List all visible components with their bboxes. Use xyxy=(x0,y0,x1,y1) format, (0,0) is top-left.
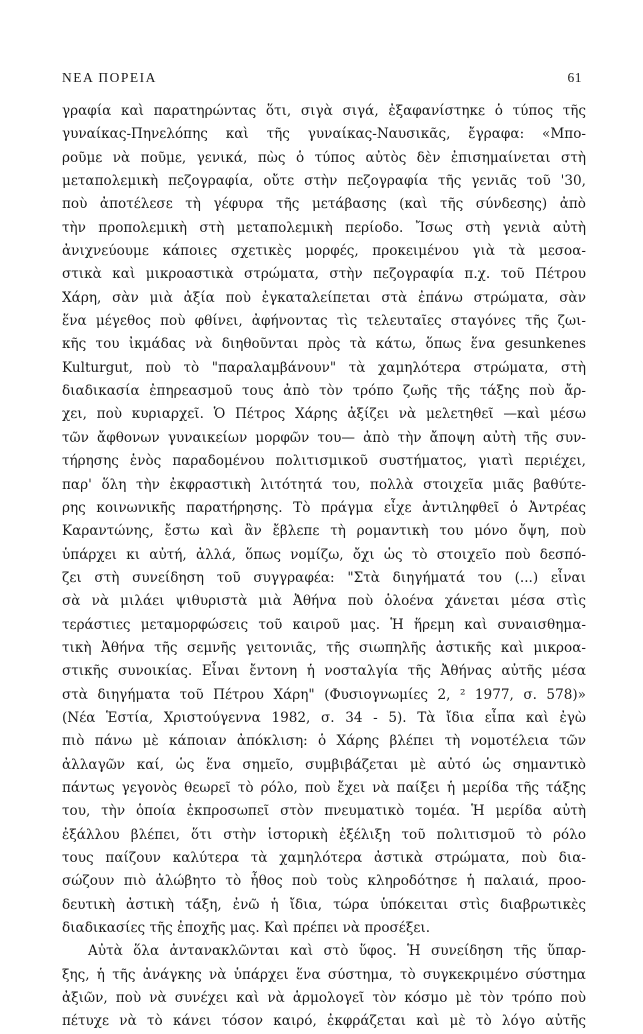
text-line: (Νέα Ἑστία, Χριστούγεννα 1982, σ. 34 - 5). Τὰ ἴδια εἶπα καὶ ἐγὼ xyxy=(62,709,586,726)
text-line: ροῦμε νὰ ποῦμε, γενικά, πὼς ὁ τύπος αὐτὸς δὲν ἐπισημαίνεται στὴ xyxy=(62,149,586,166)
text-line: παρ' ὅλη τὴν ἐκφραστικὴ λιτότητά του, πολλὰ στοιχεῖα μιᾶς βαθύτε- xyxy=(62,476,586,493)
text-line: πιὸ πάνω μὲ κάποιαν ἀπόκλιση: ὁ Χάρης βλέπει τὴ νομοτέλεια τῶν xyxy=(62,733,586,750)
text-line: ἐξάλλου βλέπει, ὅτι στὴν ἱστορικὴ ἐξέλιξη τοῦ πολιτισμοῦ τὸ ρόλο xyxy=(62,826,586,843)
page-header xyxy=(62,70,586,92)
text-line: Καραντώνης, ἔστω καὶ ἂν ἔβλεπε τὴ ρομαντικὴ του μόνο ὄψη, ποὺ xyxy=(62,523,586,540)
text-line: γυναίκας-Πηνελόπης καὶ τῆς γυναίκας-Ναυσικᾶς, ἔγραφα: «Μπο- xyxy=(62,126,586,143)
text-line: τεράστιες μεταμορφώσεις τοῦ καιροῦ μας. Ἡ ἥρεμη καὶ συναισθημα- xyxy=(62,616,586,633)
text-line: ξης, ἡ τῆς ἀνάγκης νὰ ὑπάρχει ἕνα σύστημα, τὸ συγκεκριμένο σύστημα xyxy=(62,966,586,983)
text-line: στικῆς συνοικίας. Εἶναι ἔντονη ἡ νοσταλγία τῆς Ἀθήνας αὐτῆς μέσα xyxy=(62,663,586,680)
text-line: ποὺ ἀποτέλεσε τὴ γέφυρα τῆς μετάβασης (καὶ τῆς σύνδεσης) ἀπὸ xyxy=(62,196,586,213)
text-line: πάντως γεγονὸς θεωρεῖ τὸ ρόλο, ποὺ ἔχει νὰ παίξει ἡ μερίδα τῆς τάξης xyxy=(62,779,586,796)
text-line: τικὴ Ἀθήνα τῆς σεμνῆς γειτονιᾶς, τῆς σιωπηλῆς ἀστικῆς καὶ μικροα- xyxy=(62,639,586,656)
text-line: μεταπολεμικὴ πεζογραφία, οὔτε στὴν πεζογραφία τῆς γενιᾶς τοῦ '30, xyxy=(62,173,586,190)
text-line: ἀλλαγῶν καί, ὡς ἕνα σημεῖο, συμβιβάζεται μὲ αὐτό ὡς σημαντικὸ xyxy=(62,756,586,773)
text-line: Χάρη, σὰν μιὰ ἀξία ποὺ ἐγκαταλείπεται στὰ ἐπάνω στρώματα, σὰν xyxy=(62,289,586,306)
text-line: ἀξιῶν, ποὺ νὰ συνέχει καὶ νὰ ἁρμολογεῖ τὸν κόσμο μὲ τὸν τρόπο ποὺ xyxy=(62,990,586,1007)
running-title: ΝΕΑ ΠΟΡΕΙΑ xyxy=(62,70,157,85)
paragraph-start-line: Αὐτὰ ὅλα ἀντανακλῶνται καὶ στὸ ὕφος. Ἡ συνείδηση τῆς ὕπαρ- xyxy=(88,943,586,960)
text-line: σὰ νὰ μιλάει ψιθυριστὰ μιὰ Ἀθήνα ποὺ ὁλοένα χάνεται μέσα στὶς xyxy=(62,593,586,610)
text-line: διαδικασία ἐπηρεασμοῦ τους ἀπὸ τὸν τρόπο ζωῆς τῆς τάξης ποὺ ἄρ- xyxy=(62,383,586,400)
text-line: χει, ποὺ κυριαρχεῖ. Ὁ Πέτρος Χάρης ἀξίζει νὰ μελετηθεῖ —καὶ μέσω xyxy=(62,406,586,423)
text-line: ρης κοινωνικῆς παρατήρησης. Τὸ πράγμα εἶχε ἀντιληφθεῖ ὁ Ἀντρέας xyxy=(62,499,586,516)
body-text xyxy=(62,100,586,1034)
text-line: Kulturgut, ποὺ τὸ "παραλαμβάνουν" τὰ χαμηλότερα στρώματα, στὴ xyxy=(62,359,586,376)
text-line: πέτυχε νὰ τὸ κάνει τόσον καιρό, ἐκφράζεται καὶ μὲ τὸ λόγο αὐτῆς xyxy=(62,1013,586,1030)
text-line: ζει στὴ συνείδηση τοῦ συγγραφέα: "Στὰ διηγήματά του (...) εἶναι xyxy=(62,569,586,586)
text-line: κῆς του ἰκμάδας νὰ διηθοῦνται πρὸς τὰ κάτω, ὅπως ἕνα gesunkenes xyxy=(62,336,586,353)
text-line: στὰ διηγήματα τοῦ Πέτρου Χάρη" (Φυσιογνωμίες 2, ² 1977, σ. 578)» xyxy=(62,686,586,703)
text-line: τῶν ἄφθονων γυναικείων μορφῶν του— ἀπὸ τὴν ἄποψη αὐτὴ τῆς συν- xyxy=(62,429,586,446)
page-number: 61 xyxy=(567,70,582,85)
text-line: στικὰ καὶ μικροαστικὰ στρώματα, στὴν πεζογραφία π.χ. τοῦ Πέτρου xyxy=(62,266,586,283)
text-line: ὑπάρχει κι αὐτή, ἀλλά, ὅπως νομίζω, ὄχι ὡς τὸ στοιχεῖο ποὺ δεσπό- xyxy=(62,546,586,563)
text-line: γραφία καὶ παρατηρώντας ὅτι, σιγὰ σιγά, ἐξαφανίστηκε ὁ τύπος τῆς xyxy=(62,103,586,119)
text-line: ἕνα μέγεθος ποὺ φθίνει, ἀφήνοντας τὶς τελευταῖες σταγόνες τῆς ζωι- xyxy=(62,313,586,330)
text-line: τους παίζουν καλύτερα τὰ χαμηλότερα ἀστικὰ στρώματα, ποὺ δια- xyxy=(62,850,586,866)
paragraph-end-line: διαδικασίες τῆς ἐποχῆς μας. Καὶ πρέπει νὰ προσέξει. xyxy=(62,920,431,937)
text-line: τήρησης ἑνὸς παραδομένου πολιτισμικοῦ συστήματος, γιατὶ περιέχει, xyxy=(62,453,586,470)
text-line: δευτικὴ ἀστικὴ τάξη, ἐνῶ ἡ ἴδια, τώρα ὑπόκειται στὶς διαβρωτικὲς xyxy=(62,896,586,913)
text-line: ἀνιχνεύουμε κάποιες σχετικὲς μορφές, προκειμένου γιὰ τὰ μεσοα- xyxy=(62,243,586,260)
text-line: τὴν προπολεμικὴ στὴ μεταπολεμικὴ περίοδο. Ἴσως στὴ γενιὰ αὐτὴ xyxy=(62,219,586,236)
page xyxy=(62,70,586,1030)
text-line: σώζουν πιὸ ἀλώβητο τὸ ἦθος ποὺ τοὺς κληροδότησε ἡ παλαιά, προο- xyxy=(62,873,586,890)
text-line: του, τὴν ὁποία ἐκπροσωπεῖ στὸν πνευματικὸ τομέα. Ἡ μερίδα αὐτὴ xyxy=(62,803,586,820)
